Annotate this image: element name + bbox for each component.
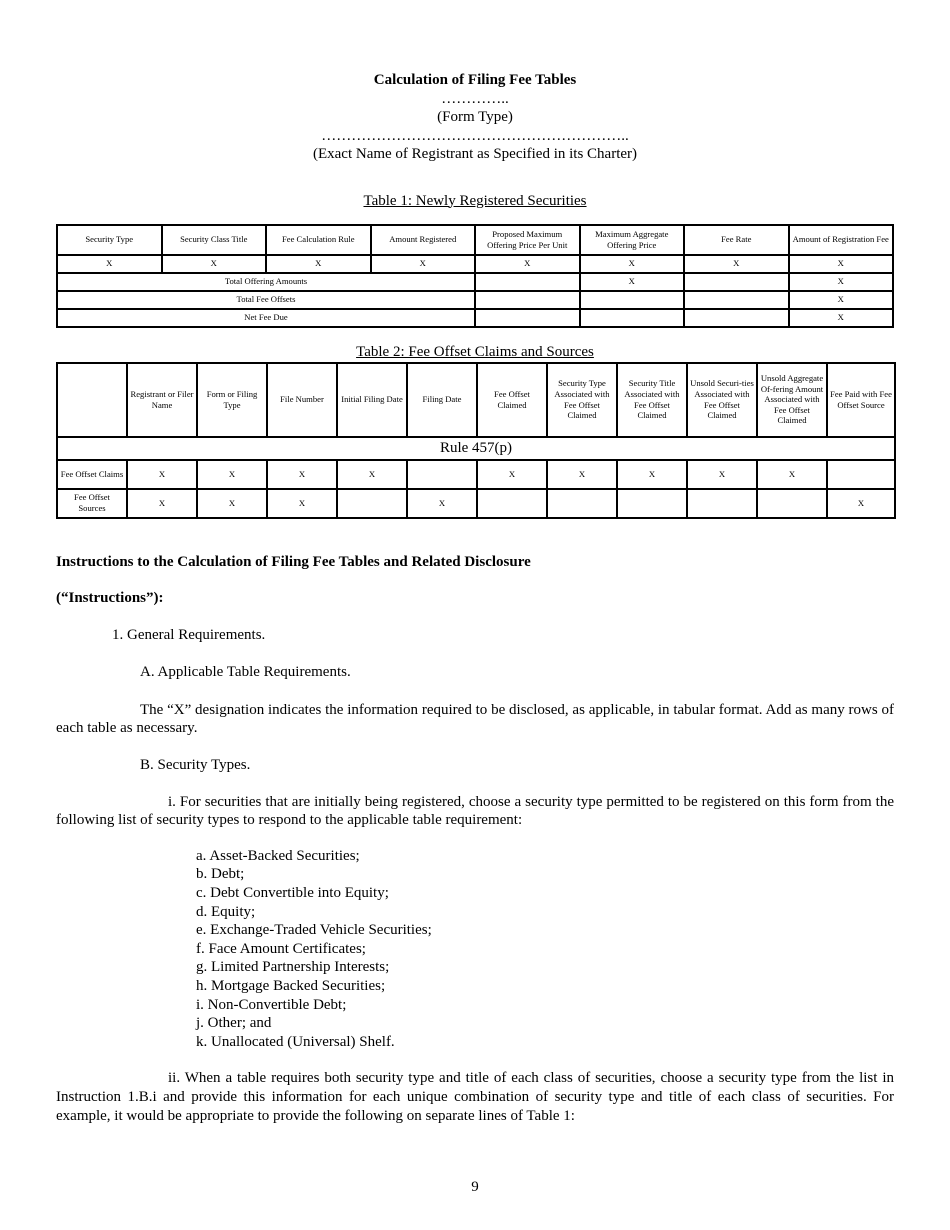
table2-cell [547,489,617,518]
table2-header: Filing Date [407,363,477,437]
table2-header: Security Title Associated with Fee Offset Claimed [617,363,687,437]
list-item: g. Limited Partnership Interests; [196,959,390,976]
table2-cell [477,489,547,518]
table-row [57,309,893,327]
table1-cell: X [162,255,267,273]
list-item: j. Other; and [196,1015,272,1032]
table1-header: Security Type [57,225,162,255]
paragraph-security-types-i: i. For securities that are initially being registered, choose a security type permitted to be registered on this form from the following list of security types to respond to the applicable table requirement: [56,793,894,829]
instructions-heading: Instructions to the Calculation of Filing Fee Tables and Related Disclosure [56,553,531,570]
table2-header: File Number [267,363,337,437]
table2-cell: X [267,489,337,518]
table2-fee-offset-claims [56,362,896,519]
table-row [57,255,893,273]
table1-header: Proposed Maximum Offering Price Per Unit [475,225,580,255]
list-item: e. Exchange-Traded Vehicle Securities; [196,922,432,939]
table-row [57,273,893,291]
list-item: b. Debt; [196,866,245,883]
section-security-types: B. Security Types. [140,757,251,774]
table1-header-row [57,225,893,255]
total-offering-amounts-label: Total Offering Amounts [57,273,475,291]
registrant-blank: …………………………………………………….. [321,127,629,144]
table1-header: Amount of Registration Fee [789,225,894,255]
table2-cell: X [197,460,267,489]
section-applicable-table: A. Applicable Table Requirements. [140,664,351,681]
table1-cell [580,291,685,309]
table1-header: Security Class Title [162,225,267,255]
paragraph-x-designation: The “X” designation indicates the information required to be disclosed, as applicable, in tabular format. Add as many rows of each table as necessary. [56,701,894,737]
table2-cell: X [127,489,197,518]
list-item: a. Asset-Backed Securities; [196,847,360,864]
table2-cell [337,489,407,518]
fee-offset-sources-label: Fee Offset Sources [57,489,127,518]
table1-cell: X [789,255,894,273]
table1-cell [475,291,580,309]
table2-header: Unsold Aggregate Of-fering Amount Associated with Fee Offset Claimed [757,363,827,437]
page-number: 9 [471,1179,479,1195]
table1-cell: X [580,273,685,291]
table-row [57,291,893,309]
table2-cell: X [407,489,477,518]
table1-cell: X [789,273,894,291]
security-type-list [56,847,894,1052]
table2-header: Fee Offset Claimed [477,363,547,437]
table1-cell [475,309,580,327]
table1-cell: X [580,255,685,273]
document-page [56,0,894,1125]
list-item: d. Equity; [196,903,256,920]
table1-header: Maximum Aggregate Offering Price [580,225,685,255]
table1-cell [684,273,789,291]
table2-cell: X [477,460,547,489]
table2-cell: X [197,489,267,518]
list-item: h. Mortgage Backed Securities; [196,978,386,994]
table2-cell [757,489,827,518]
table2-caption: Table 2: Fee Offset Claims and Sources [356,343,594,360]
table2-cell: X [267,460,337,489]
table2-header: Unsold Securi-ties Associated with Fee Offset Claimed [687,363,757,437]
table1-header: Amount Registered [371,225,476,255]
table2-cell [827,460,895,489]
list-item: k. Unallocated (Universal) Shelf. [196,1033,395,1050]
table2-cell: X [617,460,687,489]
table2-cell: X [127,460,197,489]
table1-cell: X [475,255,580,273]
table2-header-row [57,363,895,437]
form-header [56,71,894,164]
form-type-blank: ………….. [441,90,509,107]
table1-cell [684,291,789,309]
table1-header: Fee Calculation Rule [266,225,371,255]
table2-cell: X [687,460,757,489]
table1-cell [475,273,580,291]
table2-cell [617,489,687,518]
instructions [56,553,894,1126]
table1-cell: X [684,255,789,273]
table-row [57,489,895,518]
list-item: f. Face Amount Certificates; [196,940,366,957]
table2-header: Initial Filing Date [337,363,407,437]
table1-cell: X [57,255,162,273]
table2-cell: X [827,489,895,518]
table2-cell [687,489,757,518]
table2-cell: X [337,460,407,489]
table1-cell: X [371,255,476,273]
table2-header: Fee Paid with Fee Offset Source [827,363,895,437]
instructions-heading-cont: (“Instructions”): [56,590,164,607]
table1-cell: X [789,309,894,327]
table1-cell [580,309,685,327]
table1-cell: X [266,255,371,273]
form-title: Calculation of Filing Fee Tables [373,72,577,88]
table2-cell: X [757,460,827,489]
table2-cell [407,460,477,489]
paragraph-security-types-ii: ii. When a table requires both security type and title of each class of securities, choose a security type from the list in Instruction 1.B.i and provide this information for each unique combination of security type and title of each class of securities. For example, it would be appropriate to provide the following on separate lines of Table 1: [56,1070,894,1124]
table-row [57,437,895,460]
table-row [57,460,895,489]
table1-cell: X [789,291,894,309]
table2-header: Registrant or Filer Name [127,363,197,437]
list-item: c. Debt Convertible into Equity; [196,885,389,902]
table2-header [57,363,127,437]
registrant-label: (Exact Name of Registrant as Specified in its Charter) [312,146,638,162]
fee-offset-claims-label: Fee Offset Claims [57,460,127,489]
table2-header: Security Type Associated with Fee Offset Claimed [547,363,617,437]
list-item: i. Non-Convertible Debt; [196,996,347,1013]
table1-caption: Table 1: Newly Registered Securities [363,192,587,209]
table2-header: Form or Filing Type [197,363,267,437]
form-type-label: (Form Type) [437,109,513,125]
table1-header: Fee Rate [684,225,789,255]
total-fee-offsets-label: Total Fee Offsets [57,291,475,309]
table2-cell: X [547,460,617,489]
section-general-requirements: 1. General Requirements. [112,626,266,643]
net-fee-due-label: Net Fee Due [57,309,475,327]
rule-457p-label: Rule 457(p) [57,437,895,460]
table1-cell [684,309,789,327]
table1-newly-registered-securities [56,224,894,328]
